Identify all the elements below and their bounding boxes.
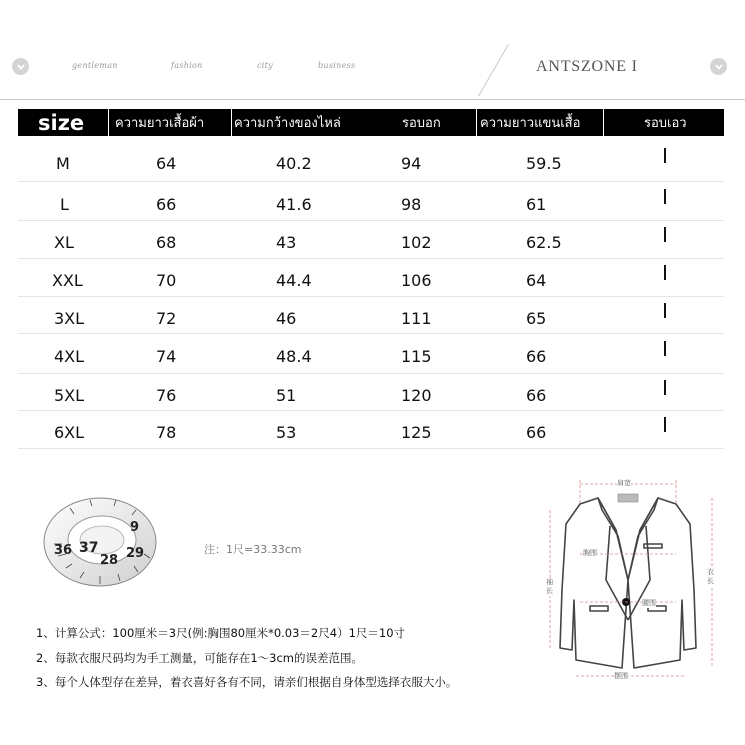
cell-shoulder: 51 (276, 386, 297, 405)
waist-mark (664, 148, 666, 163)
tape-number: 37 (79, 540, 99, 556)
tape-measure-image (40, 484, 160, 596)
cell-sleeve: 66 (526, 423, 547, 442)
table-row (18, 374, 724, 411)
cell-chest: 115 (401, 347, 432, 366)
tape-number: 28 (100, 553, 119, 568)
cell-chest: 125 (401, 423, 432, 442)
table-row (18, 221, 724, 259)
cell-size: L (60, 195, 69, 214)
row-divider (18, 448, 724, 449)
cell-length: 68 (156, 233, 177, 252)
cell-sleeve: 62.5 (526, 233, 562, 252)
size-table-header (18, 109, 724, 136)
cell-size: 5XL (54, 386, 85, 405)
tape-number: 29 (126, 546, 145, 561)
chevron-down-icon (16, 62, 26, 72)
table-row (18, 259, 724, 297)
note-1: 1、计算公式：100厘米＝3尺(例:胸围80厘米*0.03＝2尺4）1尺＝10寸 (36, 626, 406, 640)
cell-sleeve: 65 (526, 309, 547, 328)
cell-chest: 98 (401, 195, 422, 214)
cell-sleeve: 61 (526, 195, 547, 214)
col-separator (476, 109, 477, 136)
table-row (18, 182, 724, 221)
cell-shoulder: 44.4 (276, 271, 312, 290)
divider-slash (478, 44, 509, 96)
label-length: 衣长 (707, 568, 714, 585)
cell-length: 66 (156, 195, 177, 214)
nav-gentleman[interactable]: gentleman (72, 61, 118, 70)
cell-shoulder: 48.4 (276, 347, 312, 366)
table-row (18, 334, 724, 374)
label-waist: 腰围 (642, 599, 656, 607)
label-chest: 胸围 (583, 549, 597, 557)
tape-number: 9 (130, 520, 140, 535)
prev-button[interactable] (12, 58, 29, 75)
cell-sleeve: 59.5 (526, 154, 562, 173)
cell-size: XL (54, 233, 74, 252)
cell-sleeve: 66 (526, 347, 547, 366)
note-2: 2、每款衣服尺码均为手工测量，可能存在1～3cm的误差范围。 (36, 651, 363, 665)
jacket-measurement-diagram (536, 470, 726, 685)
waist-mark (664, 341, 666, 356)
cell-length: 72 (156, 309, 177, 328)
col-separator (603, 109, 604, 136)
nav-fashion[interactable]: fashion (171, 61, 203, 70)
col-waist: รอบเอว (644, 116, 687, 131)
waist-mark (664, 189, 666, 204)
cell-size: 4XL (54, 347, 85, 366)
table-row (18, 297, 724, 334)
cell-chest: 102 (401, 233, 432, 252)
waist-mark (664, 417, 666, 432)
label-hem: 摆围 (614, 672, 628, 680)
unit-note: 注：1尺=33.33cm (204, 543, 302, 556)
col-separator (231, 109, 232, 136)
cell-chest: 94 (401, 154, 422, 173)
cell-shoulder: 46 (276, 309, 297, 328)
waist-mark (664, 265, 666, 280)
table-row (18, 140, 724, 182)
label-shoulder: 肩宽 (617, 479, 631, 487)
nav-business[interactable]: business (318, 61, 356, 70)
cell-shoulder: 53 (276, 423, 297, 442)
brand-logo: ANTSZONE I (536, 58, 638, 75)
label-sleeve: 袖长 (546, 578, 553, 595)
waist-mark (664, 380, 666, 395)
cell-length: 70 (156, 271, 177, 290)
cell-chest: 106 (401, 271, 432, 290)
cell-size: 3XL (54, 309, 85, 328)
cell-chest: 111 (401, 309, 432, 328)
header-divider (0, 99, 745, 100)
top-banner (0, 0, 745, 100)
cell-shoulder: 43 (276, 233, 297, 252)
col-chest: รอบอก (402, 116, 441, 131)
next-button[interactable] (710, 58, 727, 75)
cell-length: 64 (156, 154, 177, 173)
tape-number: 36 (54, 543, 73, 558)
cell-size: M (56, 154, 70, 173)
cell-size: 6XL (54, 423, 85, 442)
cell-sleeve: 64 (526, 271, 547, 290)
cell-shoulder: 40.2 (276, 154, 312, 173)
cell-length: 78 (156, 423, 177, 442)
note-3: 3、每个人体型存在差异，着衣喜好各有不同，请亲们根据自身体型选择衣服大小。 (36, 675, 458, 689)
table-row (18, 411, 724, 449)
col-separator (108, 109, 109, 136)
col-length: ความยาวเสื้อผ้า (115, 116, 205, 131)
waist-mark (664, 227, 666, 242)
col-size: size (38, 110, 85, 135)
waist-mark (664, 303, 666, 318)
cell-size: XXL (52, 271, 83, 290)
nav-city[interactable]: city (257, 61, 273, 70)
cell-sleeve: 66 (526, 386, 547, 405)
col-shoulder: ความกว้างของไหล่ (234, 116, 341, 131)
col-sleeve: ความยาวแขนเสื้อ (480, 116, 581, 131)
cell-chest: 120 (401, 386, 432, 405)
chevron-down-icon (714, 62, 724, 72)
cell-length: 76 (156, 386, 177, 405)
cell-shoulder: 41.6 (276, 195, 312, 214)
cell-length: 74 (156, 347, 177, 366)
